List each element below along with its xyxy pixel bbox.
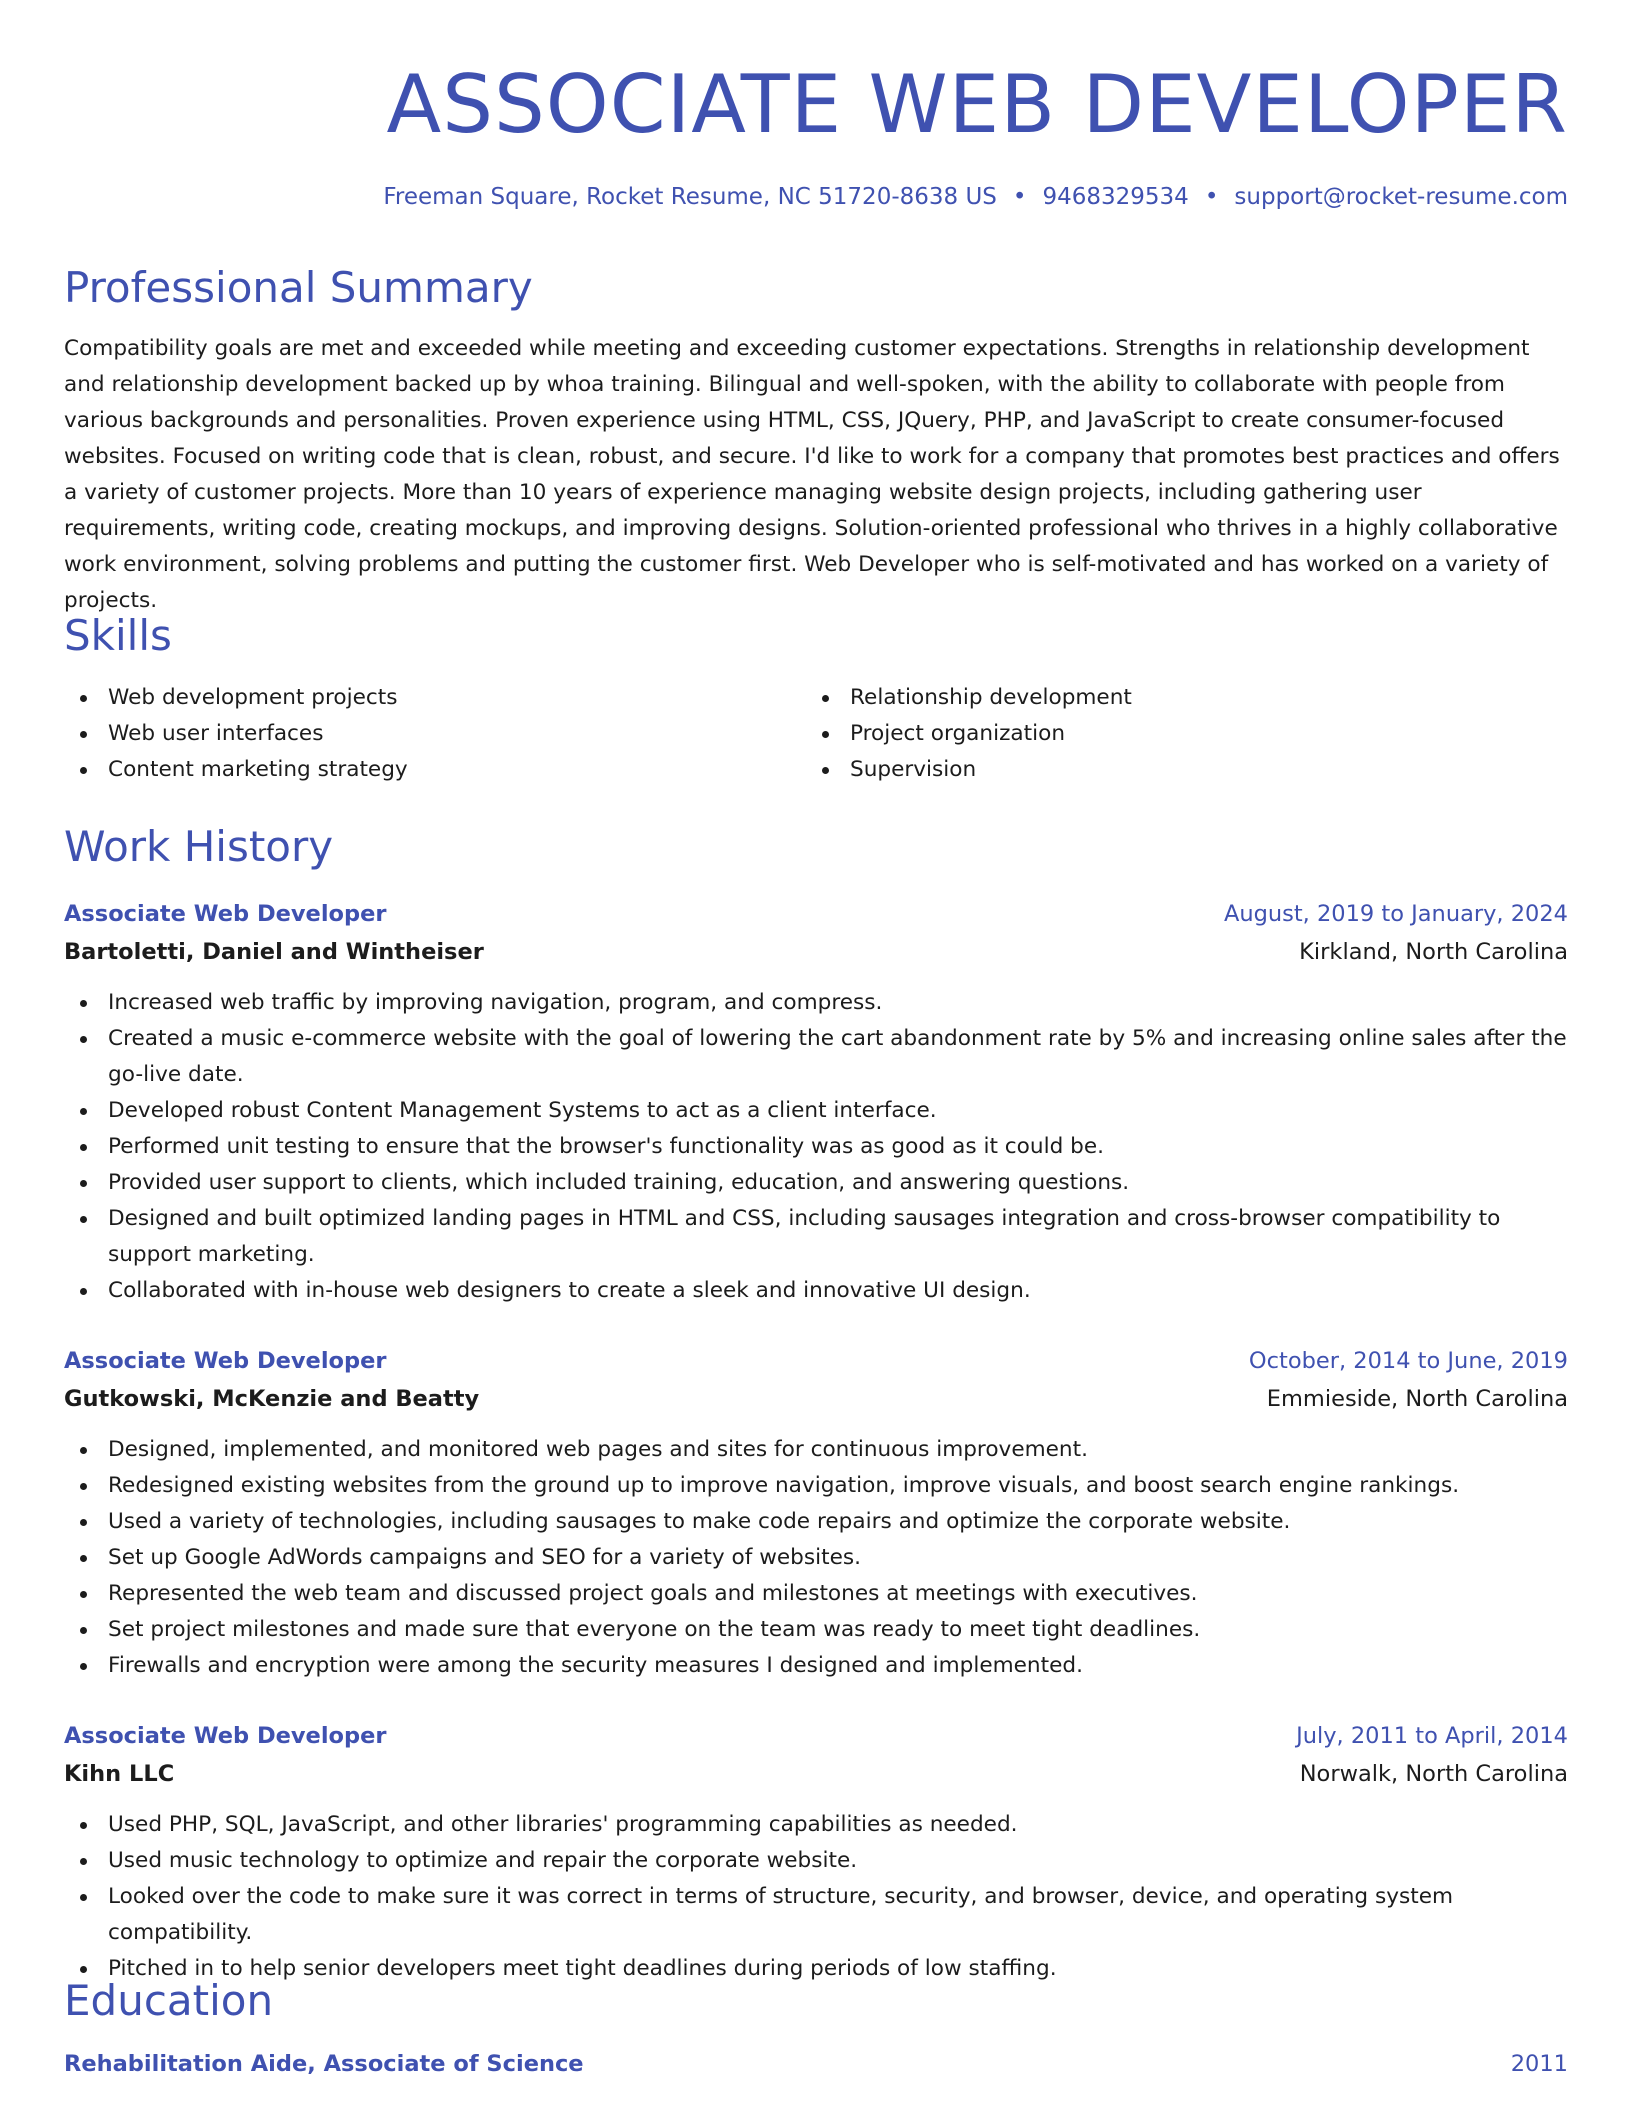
job-bullets [64,985,1568,1309]
job-location: Norwalk, North Carolina [1299,1761,1568,1787]
job-entry [64,1717,1568,1987]
skill-item: Supervision [806,752,1548,788]
job-header-row [64,1342,1568,1380]
job-bullets [64,1807,1568,1987]
summary-text: Compatibility goals are met and exceeded while meeting and exceeding customer expectations. Strengths in relationship development and relationship development backed up by whoa training. Bilingual and well-spoken, with the ability to collaborate with people from various backgrounds and personalities. Proven experience using HTML, CSS, JQuery, PHP, and JavaScript to create consumer-focused websites. Focused on writing code that is clean, robust, and secure. I'd like to work for a company that promotes best practices and offers a variety of customer projects. More than 10 years of experience managing website design projects, including gathering user requirements, writing code, creating mockups, and improving designs. Solution-oriented professional who thrives in a highly collaborative work environment, solving problems and putting the customer first. Web Developer who is self-motivated and has worked on a variety of projects. [64,336,1560,613]
job-bullet: Set up Google AdWords campaigns and SEO for a variety of websites. [64,1540,1568,1576]
job-location: Emmieside, North Carolina [1266,1386,1568,1412]
job-company: Gutkowski, McKenzie and Beatty [64,1386,480,1412]
job-bullet: Used PHP, SQL, JavaScript, and other libraries' programming capabilities as needed. [64,1807,1568,1843]
education-year: 2011 [1510,2051,1568,2077]
job-bullet: Firewalls and encryption were among the security measures I designed and implemented. [64,1648,1568,1684]
job-company: Bartoletti, Daniel and Wintheiser [64,939,484,965]
skill-item: Relationship development [806,680,1548,716]
job-dates: October, 2014 to June, 2019 [1248,1348,1568,1374]
summary-heading: Professional Summary [64,263,533,312]
job-bullet: Used a variety of technologies, including sausages to make code repairs and optimize the corporate website. [64,1504,1568,1540]
job-entry [64,895,1568,1309]
job-bullet: Increased web traffic by improving navigation, program, and compress. [64,985,1568,1021]
job-bullet: Performed unit testing to ensure that the browser's functionality was as good as it could be. [64,1129,1568,1165]
job-bullet: Represented the web team and discussed project goals and milestones at meetings with executives. [64,1576,1568,1612]
job-bullet: Designed, implemented, and monitored web pages and sites for continuous improvement. [64,1432,1568,1468]
job-header-row [64,895,1568,933]
job-title: Associate Web Developer [64,1723,387,1749]
contact-separator: • [1204,184,1219,210]
contact-phone: 9468329534 [1042,184,1189,210]
contact-line [383,179,1568,215]
job-company-row [64,1380,1568,1418]
skill-item: Web development projects [64,680,806,716]
work-history-heading: Work History [64,822,334,871]
job-entry [64,1342,1568,1684]
skill-item: Content marketing strategy [64,752,806,788]
skills-heading: Skills [64,611,172,660]
job-bullet: Used music technology to optimize and repair the corporate website. [64,1843,1568,1879]
job-company-row [64,1755,1568,1793]
job-dates: July, 2011 to April, 2014 [1296,1723,1568,1749]
job-bullet: Designed and built optimized landing pages in HTML and CSS, including sausages integration and cross-browser compatibility to support marketing. [64,1201,1568,1273]
job-bullet: Developed robust Content Management Systems to act as a client interface. [64,1093,1568,1129]
skill-item: Project organization [806,716,1548,752]
education-entry [64,2045,1568,2083]
job-bullet: Created a music e-commerce website with the goal of lowering the cart abandonment rate by 5% and increasing online sales after the go-live date. [64,1021,1568,1093]
skill-item: Web user interfaces [64,716,806,752]
contact-email[interactable]: support@rocket-resume.com [1234,184,1568,210]
job-bullet: Pitched in to help senior developers meet tight deadlines during periods of low staffing. [64,1951,1568,1987]
job-header-row [64,1717,1568,1755]
education-heading: Education [64,1976,274,2025]
contact-address: Freeman Square, Rocket Resume, NC 51720-8638 US [383,184,997,210]
education-row [64,2045,1568,2083]
job-bullets [64,1432,1568,1684]
job-bullet: Looked over the code to make sure it was correct in terms of structure, security, and browser, device, and operating system compatibility. [64,1879,1568,1951]
job-bullet: Redesigned existing websites from the ground up to improve navigation, improve visuals, and boost search engine rankings. [64,1468,1568,1504]
skills-column-right [806,680,1548,788]
job-company-row [64,933,1568,971]
job-title: Associate Web Developer [64,1348,387,1374]
skills-list [64,680,1568,788]
job-bullet: Provided user support to clients, which included training, education, and answering questions. [64,1165,1568,1201]
job-company: Kihn LLC [64,1761,175,1787]
education-degree: Rehabilitation Aide, Associate of Science [64,2051,584,2077]
job-dates: August, 2019 to January, 2024 [1223,901,1568,927]
job-location: Kirkland, North Carolina [1299,939,1568,965]
contact-separator: • [1012,184,1027,210]
job-title: Associate Web Developer [64,901,387,927]
resume-title: ASSOCIATE WEB DEVELOPER [386,58,1568,151]
skills-column-left [64,680,806,788]
job-bullet: Set project milestones and made sure that everyone on the team was ready to meet tight deadlines. [64,1612,1568,1648]
job-bullet: Collaborated with in-house web designers to create a sleek and innovative UI design. [64,1273,1568,1309]
